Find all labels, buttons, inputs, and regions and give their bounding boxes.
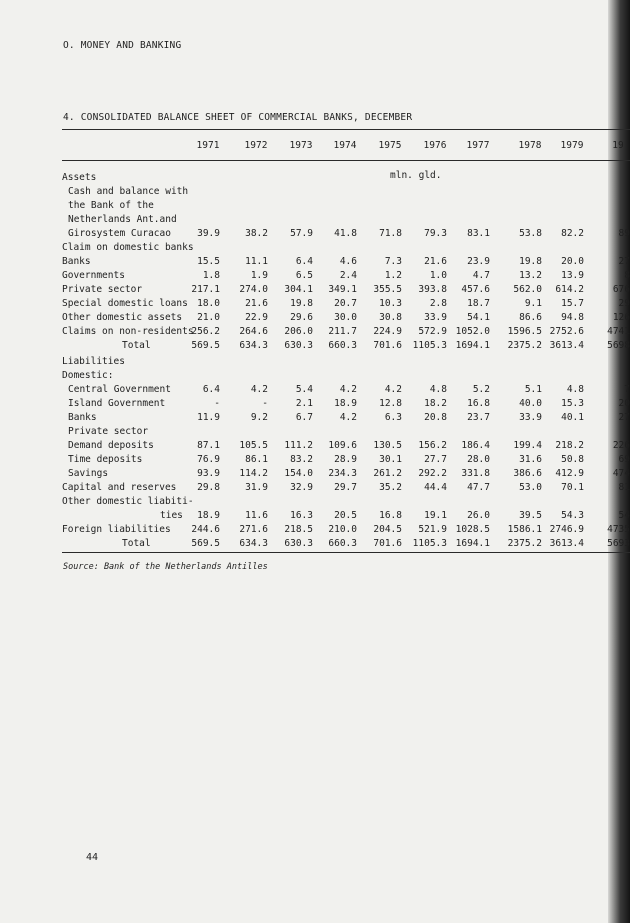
row-label: Private sector	[62, 284, 143, 295]
value-cell: 2752.6	[549, 326, 584, 337]
value-cell: 30.0	[334, 312, 357, 323]
value-cell: 41.8	[334, 228, 357, 239]
value-cell: 69	[618, 454, 630, 465]
value-cell: 18.9	[334, 398, 357, 409]
value-cell: 27	[618, 256, 630, 267]
value-cell: 71.8	[379, 228, 402, 239]
table-row	[0, 510, 630, 524]
value-cell: 82.2	[561, 228, 584, 239]
row-label: Girosystem Curacao	[68, 228, 171, 239]
value-cell: 29.8	[197, 482, 220, 493]
value-cell: 349.1	[328, 284, 357, 295]
value-cell: 53.0	[519, 482, 542, 493]
table-row	[0, 256, 630, 270]
row-label: Netherlands Ant.and	[68, 214, 177, 225]
value-cell: 87.1	[197, 440, 220, 451]
row-label: Governments	[62, 270, 125, 281]
value-cell: 4.8	[429, 384, 447, 395]
table-top-rule	[62, 129, 630, 130]
value-cell: 29.6	[290, 312, 313, 323]
value-cell: 4735	[607, 524, 630, 535]
value-cell: 114.2	[239, 468, 268, 479]
value-cell: 218.5	[284, 524, 313, 535]
value-cell: 1596.5	[507, 326, 542, 337]
value-cell: 5698	[607, 340, 630, 351]
table-row	[0, 524, 630, 538]
value-cell: 474	[612, 468, 630, 479]
value-cell: 1.0	[429, 270, 447, 281]
value-cell: 70.1	[561, 482, 584, 493]
value-cell: 1052.0	[455, 326, 490, 337]
value-cell: 4.2	[339, 384, 357, 395]
value-cell: 93.9	[197, 468, 220, 479]
value-cell: 1.9	[250, 270, 268, 281]
year-header-cell: 1973	[289, 140, 313, 151]
value-cell: 204.5	[373, 524, 402, 535]
row-label: Liabilities	[62, 356, 125, 367]
value-cell: 40.1	[561, 412, 584, 423]
value-cell: 3613.4	[549, 538, 584, 549]
table-title: 4. CONSOLIDATED BALANCE SHEET OF COMMERCIAL BANKS, DECEMBER	[63, 112, 413, 123]
value-cell: 2.4	[339, 270, 357, 281]
value-cell: 569.5	[191, 538, 220, 549]
value-cell: 1105.3	[412, 538, 447, 549]
value-cell: 53.8	[519, 228, 542, 239]
value-cell: 21.6	[245, 298, 268, 309]
value-cell: 16.8	[467, 398, 490, 409]
value-cell: 1694.1	[455, 538, 490, 549]
value-cell: 20.0	[561, 256, 584, 267]
value-cell: 701.6	[373, 340, 402, 351]
value-cell: 20.7	[334, 298, 357, 309]
value-cell: 2375.2	[507, 538, 542, 549]
row-label: Savings	[68, 468, 109, 479]
table-row	[0, 538, 630, 552]
value-cell: 274.0	[239, 284, 268, 295]
value-cell: 18.0	[197, 298, 220, 309]
year-header-cell: 1972	[244, 140, 268, 151]
value-cell: 38.2	[245, 228, 268, 239]
value-cell: 199.4	[513, 440, 542, 451]
value-cell: 186.4	[461, 440, 490, 451]
table-row	[0, 340, 630, 354]
row-label: Foreign liabilities	[62, 524, 171, 535]
table-row	[0, 270, 630, 284]
table-row	[0, 326, 630, 340]
row-label: the Bank of the	[68, 200, 154, 211]
table-row	[0, 496, 630, 510]
value-cell: 130.5	[373, 440, 402, 451]
value-cell: 33.9	[424, 312, 447, 323]
value-cell: 30.8	[379, 312, 402, 323]
value-cell: 217.1	[191, 284, 220, 295]
table-row	[0, 454, 630, 468]
value-cell: 634.3	[239, 538, 268, 549]
table-row	[0, 398, 630, 412]
value-cell: 126	[612, 312, 630, 323]
value-cell: 5.4	[295, 384, 313, 395]
value-cell: 19.8	[519, 256, 542, 267]
row-label: Other domestic liabiti-	[62, 496, 194, 507]
value-cell: 264.6	[239, 326, 268, 337]
value-cell: 226	[612, 440, 630, 451]
value-cell: 210.0	[328, 524, 357, 535]
value-cell: 15.7	[561, 298, 584, 309]
row-label: Banks	[62, 256, 91, 267]
table-row	[0, 412, 630, 426]
value-cell: 2375.2	[507, 340, 542, 351]
row-label: Other domestic assets	[62, 312, 183, 323]
row-label: Claim on domestic banks	[62, 242, 194, 253]
value-cell: 386.6	[513, 468, 542, 479]
table-row	[0, 482, 630, 496]
value-cell: 6.3	[384, 412, 402, 423]
value-cell: 572.9	[418, 326, 447, 337]
value-cell: 521.9	[418, 524, 447, 535]
value-cell: 57.9	[290, 228, 313, 239]
value-cell: 9.2	[250, 412, 268, 423]
row-label: Total	[122, 340, 151, 351]
value-cell: 29	[618, 298, 630, 309]
row-label: Capital and reserves	[62, 482, 177, 493]
table-row	[0, 186, 630, 200]
value-cell: 4.7	[472, 270, 490, 281]
value-cell: 47.7	[467, 482, 490, 493]
value-cell: 5.2	[472, 384, 490, 395]
value-cell: 33.9	[519, 412, 542, 423]
value-cell: 39.9	[197, 228, 220, 239]
value-cell: 630.3	[284, 538, 313, 549]
value-cell: 15.3	[561, 398, 584, 409]
value-cell: 22.9	[245, 312, 268, 323]
value-cell: 86.6	[519, 312, 542, 323]
value-cell: 44.4	[424, 482, 447, 493]
value-cell: 12.8	[379, 398, 402, 409]
value-cell: 50.8	[561, 454, 584, 465]
value-cell: 21.0	[197, 312, 220, 323]
value-cell: 4.2	[384, 384, 402, 395]
row-label: Claims on non-residents	[62, 326, 194, 337]
row-label: Special domestic loans	[62, 298, 188, 309]
value-cell: 4.2	[250, 384, 268, 395]
value-cell: 10.3	[379, 298, 402, 309]
value-cell: 11.6	[245, 510, 268, 521]
value-cell: 660.3	[328, 340, 357, 351]
value-cell: 16.8	[379, 510, 402, 521]
value-cell: 630.3	[284, 340, 313, 351]
value-cell: 23.9	[467, 256, 490, 267]
table-row	[0, 214, 630, 228]
value-cell: 11.9	[197, 412, 220, 423]
table-row	[0, 440, 630, 454]
value-cell: 27.7	[424, 454, 447, 465]
value-cell: 18.2	[424, 398, 447, 409]
row-label: Banks	[68, 412, 97, 423]
value-cell: 2.8	[429, 298, 447, 309]
row-label: Private sector	[68, 426, 149, 437]
value-cell: 29.7	[334, 482, 357, 493]
value-cell: 40.0	[519, 398, 542, 409]
value-cell: 109.6	[328, 440, 357, 451]
value-cell: 23.7	[467, 412, 490, 423]
value-cell: 39.5	[519, 510, 542, 521]
value-cell: 76.9	[197, 454, 220, 465]
value-cell: 5.1	[524, 384, 542, 395]
value-cell: 4.2	[339, 412, 357, 423]
value-cell: 218.2	[555, 440, 584, 451]
value-cell: 11.1	[245, 256, 268, 267]
value-cell: 569.5	[191, 340, 220, 351]
value-cell: 54.1	[467, 312, 490, 323]
table-row	[0, 200, 630, 214]
value-cell: 7	[624, 384, 630, 395]
value-cell: 234.3	[328, 468, 357, 479]
table-bottom-rule	[62, 552, 630, 553]
value-cell: 83.1	[467, 228, 490, 239]
value-cell: 26.0	[467, 510, 490, 521]
row-label: Cash and balance with	[68, 186, 189, 197]
row-label: Island Government	[68, 398, 166, 409]
value-cell: 614.2	[555, 284, 584, 295]
value-cell: 111.2	[284, 440, 313, 451]
value-cell: 271.6	[239, 524, 268, 535]
year-header-cell: 1977	[466, 140, 490, 151]
value-cell: 634.3	[239, 340, 268, 351]
value-cell: 412.9	[555, 468, 584, 479]
value-cell: 79.3	[424, 228, 447, 239]
year-header-cell: 19	[612, 140, 624, 151]
value-cell: 393.8	[418, 284, 447, 295]
table-row	[0, 384, 630, 398]
table-row	[0, 370, 630, 384]
value-cell: 105.5	[239, 440, 268, 451]
value-cell: 9.1	[524, 298, 542, 309]
row-label: Demand deposits	[68, 440, 154, 451]
value-cell: 13.2	[519, 270, 542, 281]
value-cell: 244.6	[191, 524, 220, 535]
table-row	[0, 284, 630, 298]
value-cell: 1028.5	[455, 524, 490, 535]
value-cell: 154.0	[284, 468, 313, 479]
value-cell: 54	[618, 510, 630, 521]
value-cell: 6.4	[202, 384, 220, 395]
value-cell: 261.2	[373, 468, 402, 479]
year-header-cell: 1978	[518, 140, 542, 151]
value-cell: 1.2	[384, 270, 402, 281]
value-cell: 6.4	[295, 256, 313, 267]
value-cell: 94.8	[561, 312, 584, 323]
value-cell: 2.1	[295, 398, 313, 409]
value-cell: 8	[624, 270, 630, 281]
row-label: Domestic:	[62, 370, 114, 381]
value-cell: 27	[618, 412, 630, 423]
table-row	[0, 172, 630, 186]
row-label: Assets	[62, 172, 97, 183]
value-cell: 6.5	[295, 270, 313, 281]
value-cell: 28.9	[334, 454, 357, 465]
table-row	[0, 356, 630, 370]
value-cell: 3613.4	[549, 340, 584, 351]
value-cell: 4.6	[339, 256, 357, 267]
value-cell: 86.1	[245, 454, 268, 465]
value-cell: -	[262, 398, 268, 409]
value-cell: 31.9	[245, 482, 268, 493]
value-cell: 1694.1	[455, 340, 490, 351]
value-cell: 331.8	[461, 468, 490, 479]
year-header-cell: 1971	[196, 140, 220, 151]
value-cell: 7.3	[384, 256, 402, 267]
year-header-cell: 1974	[333, 140, 357, 151]
value-cell: 13.9	[561, 270, 584, 281]
value-cell: 89	[618, 228, 630, 239]
value-cell: 19.1	[424, 510, 447, 521]
value-cell: 292.2	[418, 468, 447, 479]
value-cell: 15.5	[197, 256, 220, 267]
value-cell: 4741	[607, 326, 630, 337]
header-rule	[62, 160, 630, 161]
value-cell: 355.5	[373, 284, 402, 295]
value-cell: 32.9	[290, 482, 313, 493]
value-cell: 35.2	[379, 482, 402, 493]
value-cell: 304.1	[284, 284, 313, 295]
section-title: O. MONEY AND BANKING	[63, 40, 182, 51]
value-cell: 224.9	[373, 326, 402, 337]
source-note: Source: Bank of the Netherlands Antilles	[63, 562, 268, 572]
value-cell: 562.0	[513, 284, 542, 295]
value-cell: 4.8	[566, 384, 584, 395]
value-cell: 1105.3	[412, 340, 447, 351]
year-header-cell: 1975	[378, 140, 402, 151]
table-row	[0, 298, 630, 312]
value-cell: 5693	[607, 538, 630, 549]
value-cell: 1.8	[202, 270, 220, 281]
table-row	[0, 426, 630, 440]
row-label: Time deposits	[68, 454, 143, 465]
table-row	[0, 242, 630, 256]
value-cell: 21.6	[424, 256, 447, 267]
value-cell: 18.7	[467, 298, 490, 309]
value-cell: 2746.9	[549, 524, 584, 535]
table-row	[0, 312, 630, 326]
row-label: Total	[122, 538, 151, 549]
value-cell: 19.8	[290, 298, 313, 309]
value-cell: 30.1	[379, 454, 402, 465]
value-cell: 1586.1	[507, 524, 542, 535]
value-cell: 20	[618, 398, 630, 409]
value-cell: 457.6	[461, 284, 490, 295]
value-cell: 16.3	[290, 510, 313, 521]
value-cell: 211.7	[328, 326, 357, 337]
value-cell: 20.8	[424, 412, 447, 423]
table-row	[0, 468, 630, 482]
value-cell: 31.6	[519, 454, 542, 465]
unit-label: mln. gld.	[390, 170, 442, 181]
value-cell: 701.6	[373, 538, 402, 549]
value-cell: 156.2	[418, 440, 447, 451]
row-label: Central Government	[68, 384, 171, 395]
row-label: ties	[160, 510, 183, 521]
value-cell: 206.0	[284, 326, 313, 337]
page-number: 44	[86, 852, 99, 863]
value-cell: 256.2	[191, 326, 220, 337]
value-cell: 83.2	[290, 454, 313, 465]
value-cell: 20.5	[334, 510, 357, 521]
value-cell: 54.3	[561, 510, 584, 521]
year-header-cell: 1976	[423, 140, 447, 151]
value-cell: 18.9	[197, 510, 220, 521]
value-cell: 676	[612, 284, 630, 295]
value-cell: 28.0	[467, 454, 490, 465]
table-row	[0, 228, 630, 242]
value-cell: 660.3	[328, 538, 357, 549]
year-header-cell: 1979	[560, 140, 584, 151]
value-cell: -	[214, 398, 220, 409]
value-cell: 81	[618, 482, 630, 493]
value-cell: 6.7	[295, 412, 313, 423]
